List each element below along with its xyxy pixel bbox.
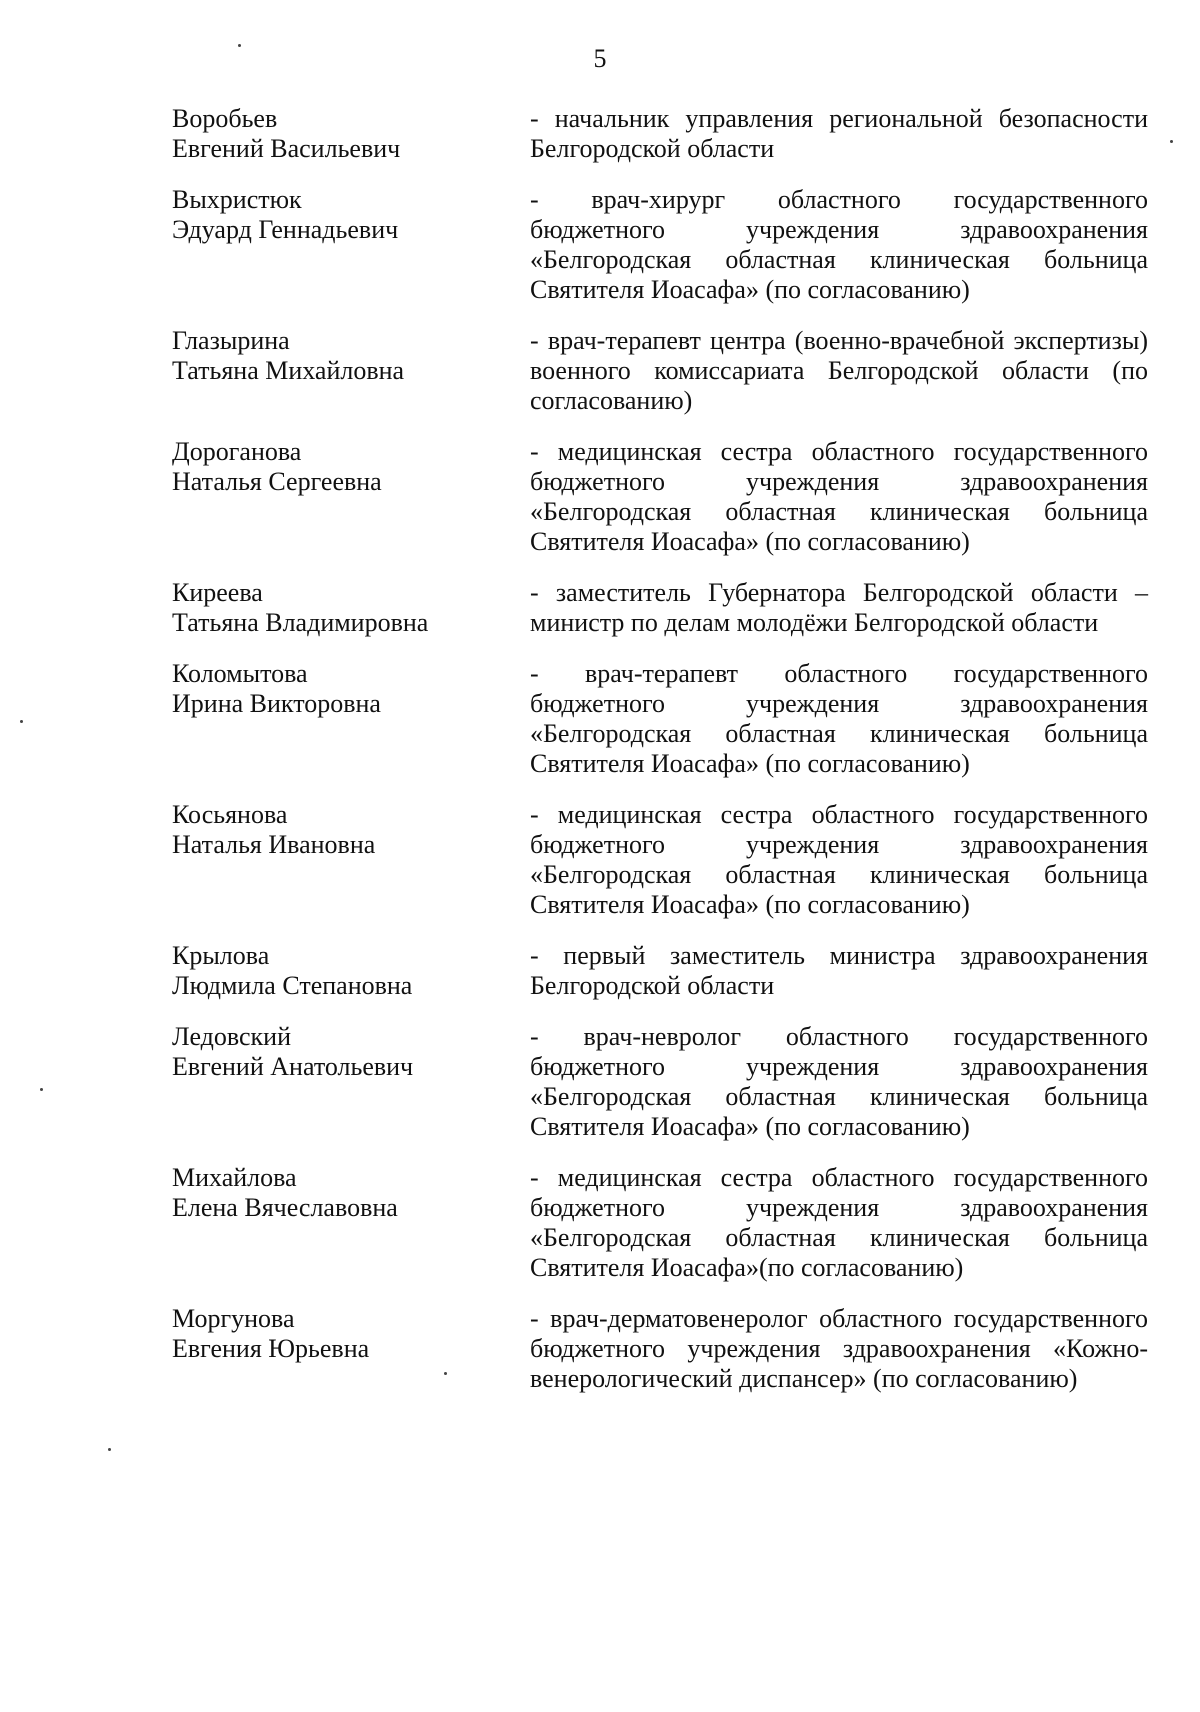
member-surname: Ледовский	[172, 1022, 292, 1051]
member-surname: Глазырина	[172, 326, 290, 355]
scan-speck	[40, 1088, 43, 1091]
member-entry	[172, 1163, 1148, 1283]
member-surname: Выхристюк	[172, 185, 302, 214]
page-number: 5	[593, 44, 607, 73]
member-name	[172, 1163, 530, 1283]
member-entry	[172, 1304, 1148, 1394]
member-given-names: Татьяна Михайловна	[172, 356, 405, 385]
member-position: - врач-терапевт центра (военно-врачебной экспертизы) военного комиссариата Белгородской области (по согласованию)	[530, 326, 1148, 415]
member-entry	[172, 104, 1148, 164]
member-given-names: Эдуард Геннадьевич	[172, 215, 399, 244]
member-given-names: Людмила Степановна	[172, 971, 413, 1000]
member-position: - врач-невролог областного государственного бюджетного учреждения здравоохранения «Белгородская областная клиническая больница Святителя Иоасафа» (по согласованию)	[530, 1022, 1148, 1141]
member-name	[172, 104, 530, 164]
member-surname: Коломытова	[172, 659, 308, 688]
member-position: - медицинская сестра областного государственного бюджетного учреждения здравоохранения «Белгородская областная клиническая больница Святителя Иоасафа» (по согласованию)	[530, 437, 1148, 556]
member-entry	[172, 185, 1148, 305]
member-name	[172, 185, 530, 305]
member-name	[172, 437, 530, 557]
member-surname: Воробьев	[172, 104, 278, 133]
member-name	[172, 659, 530, 779]
member-name	[172, 941, 530, 1001]
scan-speck	[1170, 140, 1173, 143]
member-surname: Моргунова	[172, 1304, 295, 1333]
member-position: - врач-терапевт областного государственного бюджетного учреждения здравоохранения «Белгородская областная клиническая больница Святителя Иоасафа» (по согласованию)	[530, 659, 1148, 778]
member-position: - медицинская сестра областного государственного бюджетного учреждения здравоохранения «Белгородская областная клиническая больница Святителя Иоасафа»(по согласованию)	[530, 1163, 1148, 1282]
scan-speck	[20, 720, 23, 723]
member-entry	[172, 1022, 1148, 1142]
member-entry	[172, 800, 1148, 920]
member-position: - врач-хирург областного государственного бюджетного учреждения здравоохранения «Белгородская областная клиническая больница Святителя Иоасафа» (по согласованию)	[530, 185, 1148, 304]
member-position: - медицинская сестра областного государственного бюджетного учреждения здравоохранения «Белгородская областная клиническая больница Святителя Иоасафа» (по согласованию)	[530, 800, 1148, 919]
member-list	[172, 104, 1148, 1415]
scan-speck	[108, 1448, 111, 1451]
member-given-names: Елена Вячеславовна	[172, 1193, 398, 1222]
member-name	[172, 800, 530, 920]
scan-speck	[444, 1372, 447, 1375]
member-given-names: Наталья Сергеевна	[172, 467, 382, 496]
member-given-names: Татьяна Владимировна	[172, 608, 429, 637]
member-surname: Крылова	[172, 941, 270, 970]
member-entry	[172, 659, 1148, 779]
member-position: - заместитель Губернатора Белгородской области – министр по делам молодёжи Белгородской области	[530, 578, 1148, 637]
member-entry	[172, 326, 1148, 416]
member-name	[172, 578, 530, 638]
member-entry	[172, 437, 1148, 557]
member-entry	[172, 578, 1148, 638]
member-given-names: Евгений Анатольевич	[172, 1052, 414, 1081]
member-name	[172, 326, 530, 416]
member-given-names: Евгений Васильевич	[172, 134, 401, 163]
member-position: - первый заместитель министра здравоохранения Белгородской области	[530, 941, 1148, 1000]
member-position: - начальник управления региональной безопасности Белгородской области	[530, 104, 1148, 163]
member-surname: Косьянова	[172, 800, 288, 829]
member-position: - врач-дерматовенеролог областного государственного бюджетного учреждения здравоохранения «Кожно-венерологический диспансер» (по согласованию)	[530, 1304, 1148, 1393]
member-surname: Дороганова	[172, 437, 302, 466]
member-given-names: Ирина Викторовна	[172, 689, 381, 718]
member-surname: Михайлова	[172, 1163, 297, 1192]
member-given-names: Наталья Ивановна	[172, 830, 376, 859]
member-name	[172, 1022, 530, 1142]
scan-speck	[238, 44, 241, 47]
member-surname: Киреева	[172, 578, 263, 607]
member-entry	[172, 941, 1148, 1001]
member-given-names: Евгения Юрьевна	[172, 1334, 370, 1363]
member-name	[172, 1304, 530, 1394]
